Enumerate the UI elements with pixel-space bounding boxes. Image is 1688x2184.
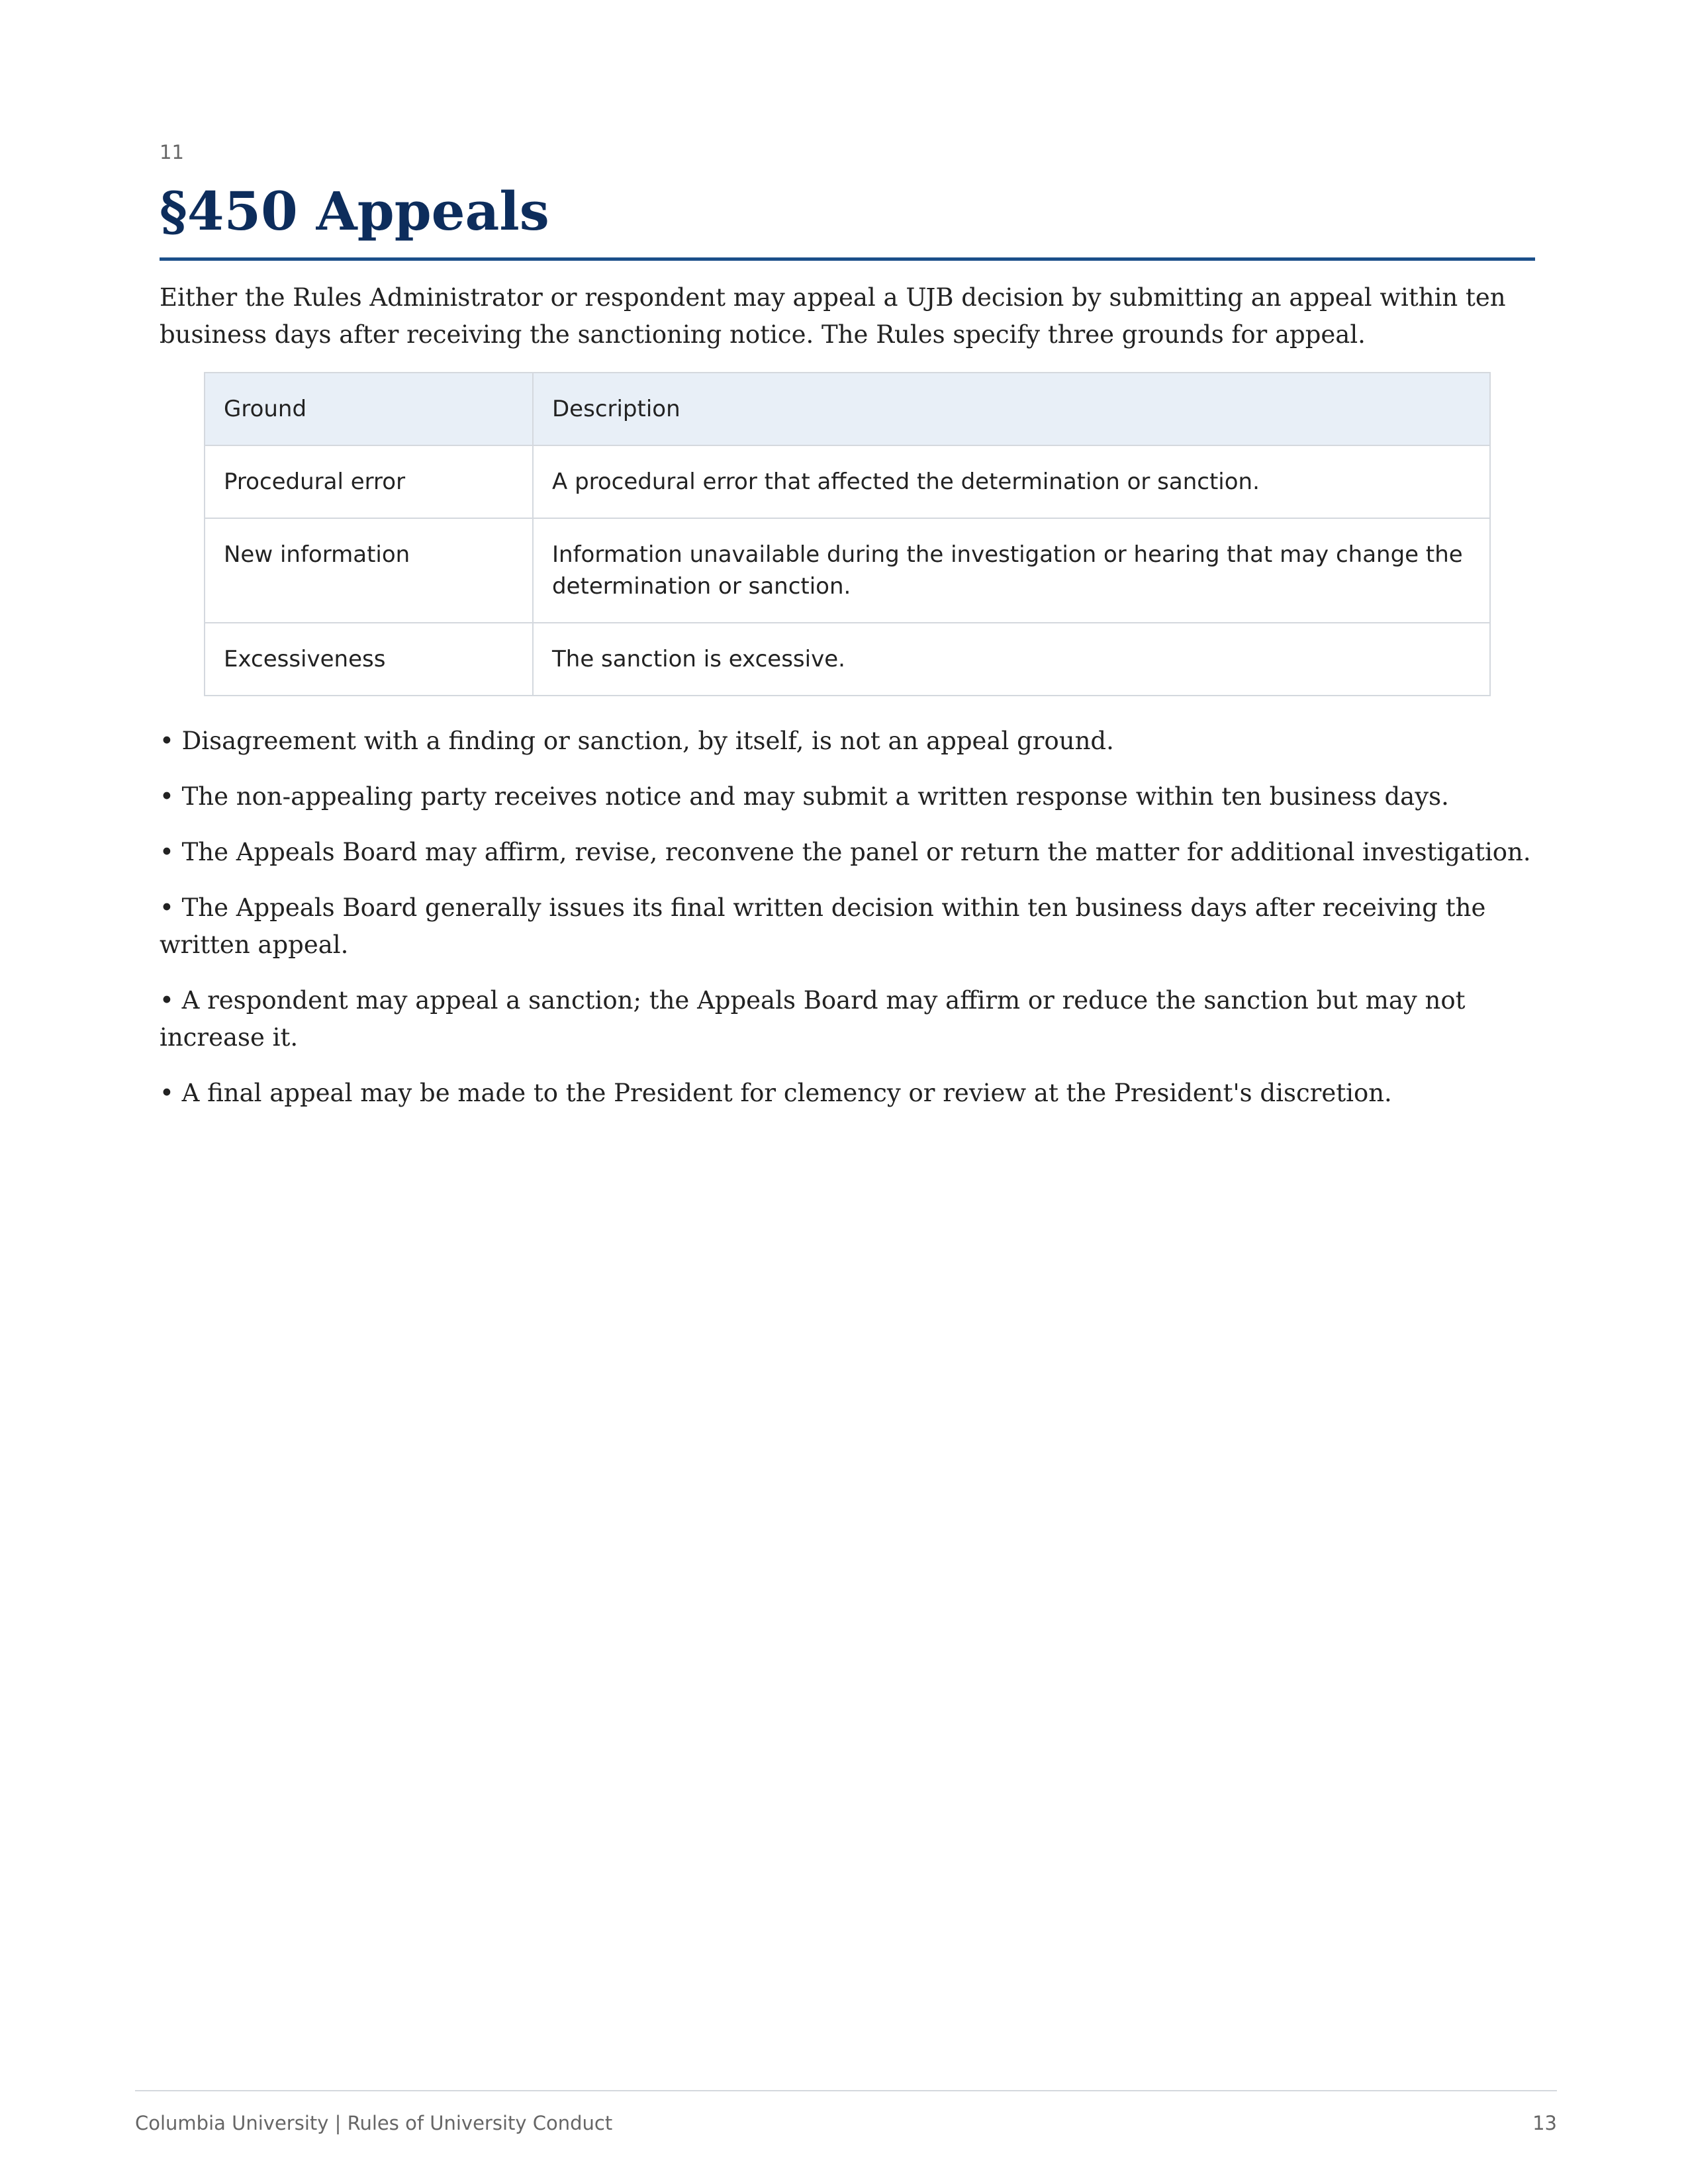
- footer-document-title: Columbia University | Rules of University Conduct: [135, 2112, 613, 2134]
- column-header-ground: Ground: [205, 373, 533, 445]
- list-item: • The Appeals Board generally issues its final written decision within ten business days after receiving the written appeal.: [160, 893, 1486, 959]
- description-cell: Information unavailable during the investigation or hearing that may change the determination or sanction.: [533, 518, 1490, 623]
- column-header-description: Description: [533, 373, 1490, 445]
- list-item: • A respondent may appeal a sanction; the Appeals Board may affirm or reduce the sanction but may not increase it.: [160, 986, 1466, 1052]
- description-cell: A procedural error that affected the determination or sanction.: [533, 445, 1490, 518]
- list-item: • The Appeals Board may affirm, revise, reconvene the panel or return the matter for additional investigation.: [160, 838, 1531, 866]
- ground-cell: Procedural error: [205, 445, 533, 518]
- description-cell: The sanction is excessive.: [533, 623, 1490, 696]
- appeal-rules-list: [160, 723, 1535, 1112]
- list-item: • Disagreement with a finding or sanction, by itself, is not an appeal ground.: [160, 727, 1114, 755]
- list-item: • A final appeal may be made to the President for clemency or review at the President's discretion.: [160, 1079, 1392, 1107]
- page-content: [160, 132, 1535, 1130]
- list-item: • The non-appealing party receives notice and may submit a written response within ten business days.: [160, 782, 1449, 811]
- chapter-number: 11: [160, 141, 184, 163]
- ground-cell: New information: [205, 518, 533, 623]
- appeal-grounds-table: [204, 372, 1491, 696]
- footer-divider: [135, 2090, 1557, 2091]
- table-header-row: [205, 373, 1490, 445]
- table-row: [205, 623, 1490, 696]
- table-row: [205, 445, 1490, 518]
- intro-paragraph: Either the Rules Administrator or respondent may appeal a UJB decision by submitting an appeal within ten business days after receiving the sanctioning notice. The Rules specify three grounds for appeal.: [160, 283, 1506, 349]
- table-row: [205, 518, 1490, 623]
- ground-cell: Excessiveness: [205, 623, 533, 696]
- section-title: §450 Appeals: [160, 182, 1535, 261]
- page-number: 13: [1532, 2112, 1557, 2134]
